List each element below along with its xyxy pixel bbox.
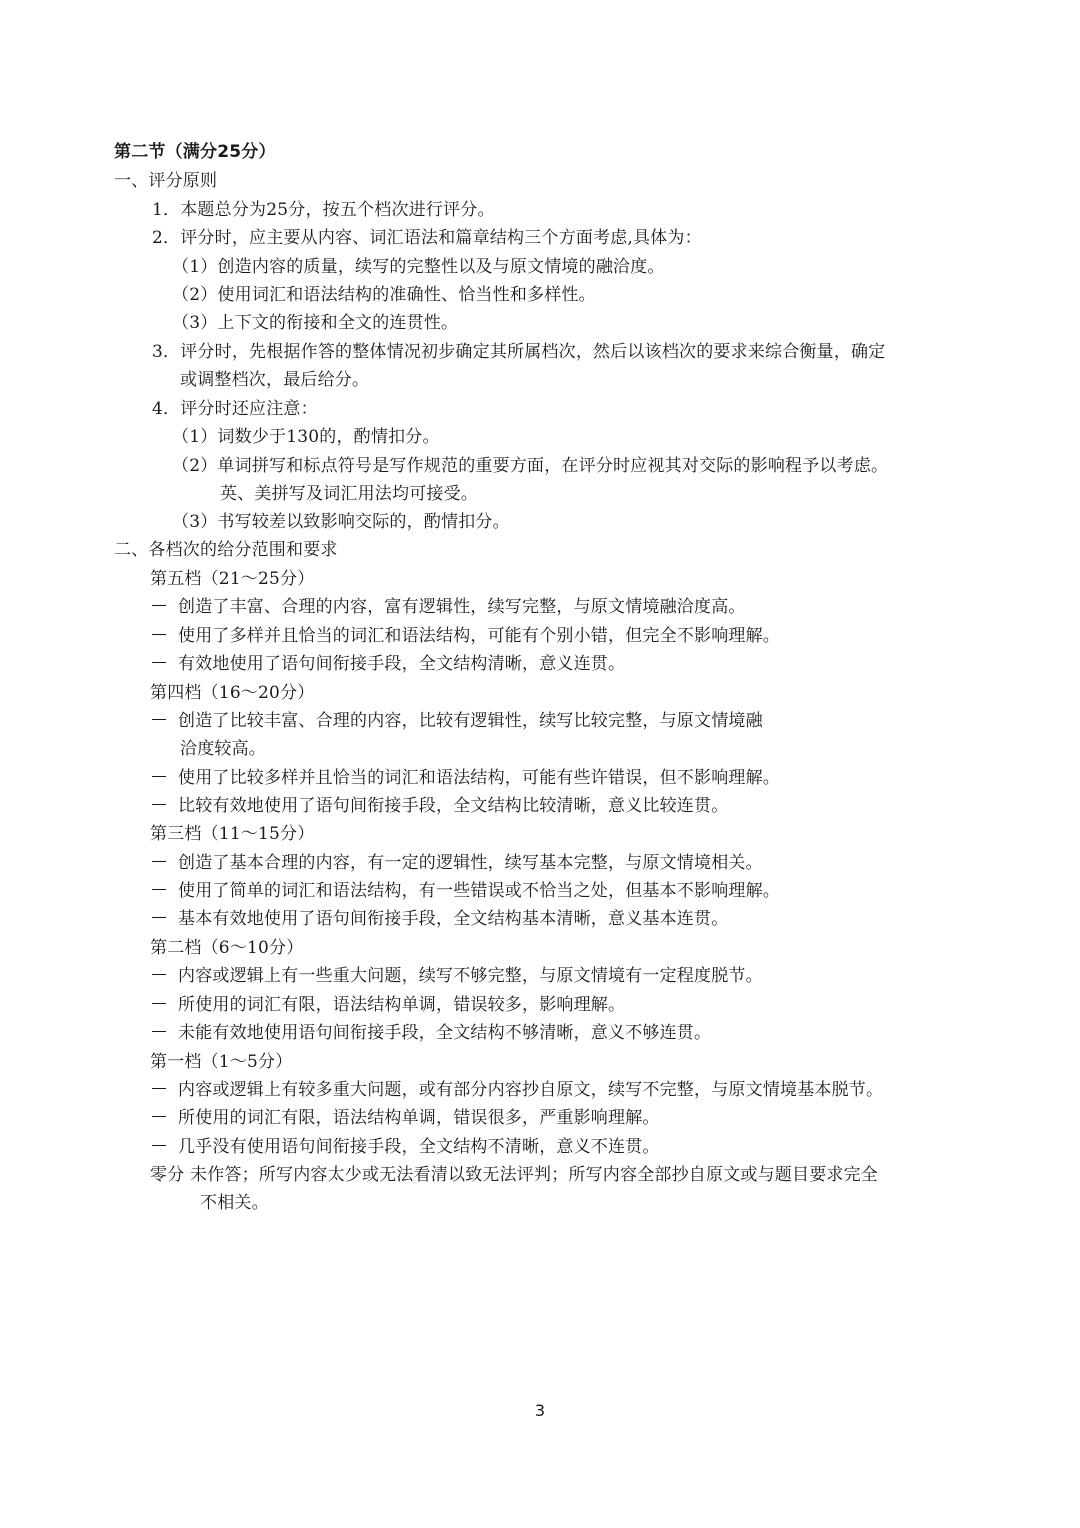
dash-bullet [152,1145,166,1147]
tier-point: 基本有效地使用了语句间衔接手段，全文结构基本清晰，意义基本连贯。 [152,907,728,931]
principles-heading: 一、评分原则 [114,171,218,191]
dash-bullet [152,605,166,607]
zero-score-line: 零分 未作答；所写内容太少或无法看清以致无法评判；所写内容全部抄自原文或与题目要求完全 [150,1165,879,1185]
tier-point: 所使用的词汇有限，语法结构单调，错误较多，影响理解。 [152,993,625,1017]
tier-point: 比较有效地使用了语句间衔接手段，全文结构比较清晰，意义比较连贯。 [152,794,728,818]
principle-subitem: （3）上下文的衔接和全文的连贯性。 [172,313,459,333]
section-title: 第二节（满分25分） [114,142,276,162]
tier-point: 创造了基本合理的内容，有一定的逻辑性，续写基本完整，与原文情境相关。 [152,851,763,875]
dash-bullet [152,1088,166,1090]
tier-point: 创造了丰富、合理的内容，富有逻辑性，续写完整，与原文情境融洽度高。 [152,595,746,619]
tier-title: 第四档（16～20分） [150,683,315,703]
tier-point: 使用了比较多样并且恰当的词汇和语法结构，可能有些许错误，但不影响理解。 [152,766,780,790]
dash-bullet [152,719,166,721]
tier-title: 第三档（11～15分） [150,824,315,844]
tier-point: 几乎没有使用语句间衔接手段，全文结构不清晰，意义不连贯。 [152,1135,660,1159]
tier-point: 内容或逻辑上有一些重大问题，续写不够完整，与原文情境有一定程度脱节。 [152,964,763,988]
principle-subitem: （1）创造内容的质量，续写的完整性以及与原文情境的融洽度。 [172,257,665,277]
tier-title: 第一档（1～5分） [150,1052,293,1072]
principle-item: 3．评分时，先根据作答的整体情况初步确定其所属档次，然后以该档次的要求来综合衡量，确定 [152,342,886,362]
dash-bullet [152,804,166,806]
principle-item: 2．评分时，应主要从内容、词汇语法和篇章结构三个方面考虑,具体为： [152,228,702,248]
tier-point: 使用了简单的词汇和语法结构，有一些错误或不恰当之处，但基本不影响理解。 [152,879,780,903]
principle-subitem: （2）单词拼写和标点符号是写作规范的重要方面，在评分时应视其对交际的影响程予以考虑。 [172,456,889,476]
principle-item: 1．本题总分为25分，按五个档次进行评分。 [152,200,495,220]
tier-point: 所使用的词汇有限，语法结构单调，错误很多，严重影响理解。 [152,1106,660,1130]
tier-point-continued: 洽度较高。 [180,739,266,759]
dash-bullet [152,861,166,863]
tier-point: 使用了多样并且恰当的词汇和语法结构，可能有个别小错，但完全不影响理解。 [152,624,780,648]
tier-point: 创造了比较丰富、合理的内容，比较有逻辑性，续写比较完整，与原文情境融 [152,709,763,733]
dash-bullet [152,917,166,919]
dash-bullet [152,1116,166,1118]
tier-title: 第五档（21～25分） [150,569,315,589]
tier-title: 第二档（6～10分） [150,938,304,958]
dash-bullet [152,1003,166,1005]
principle-subitem: （2）使用词汇和语法结构的准确性、恰当性和多样性。 [172,285,596,305]
tier-point: 有效地使用了语句间衔接手段，全文结构清晰，意义连贯。 [152,652,625,676]
dash-bullet [152,889,166,891]
levels-heading: 二、各档次的给分范围和要求 [114,540,338,560]
dash-bullet [152,1031,166,1033]
dash-bullet [152,776,166,778]
tier-point: 内容或逻辑上有较多重大问题，或有部分内容抄自原文，续写不完整，与原文情境基本脱节。 [152,1078,883,1102]
dash-bullet [152,634,166,636]
principle-subitem: （1）词数少于130的，酌情扣分。 [172,427,440,447]
principle-subitem: （3）书写较差以致影响交际的，酌情扣分。 [172,512,510,532]
zero-score-continued: 不相关。 [200,1193,269,1213]
dash-bullet [152,662,166,664]
tier-point: 未能有效地使用语句间衔接手段，全文结构不够清晰，意义不够连贯。 [152,1021,711,1045]
page-number: 3 [534,1401,546,1420]
dash-bullet [152,974,166,976]
principle-item: 4．评分时还应注意： [152,399,318,419]
principle-subitem-continued: 英、美拼写及词汇用法均可接受。 [220,484,478,504]
principle-item-continued: 或调整档次，最后给分。 [180,370,370,390]
